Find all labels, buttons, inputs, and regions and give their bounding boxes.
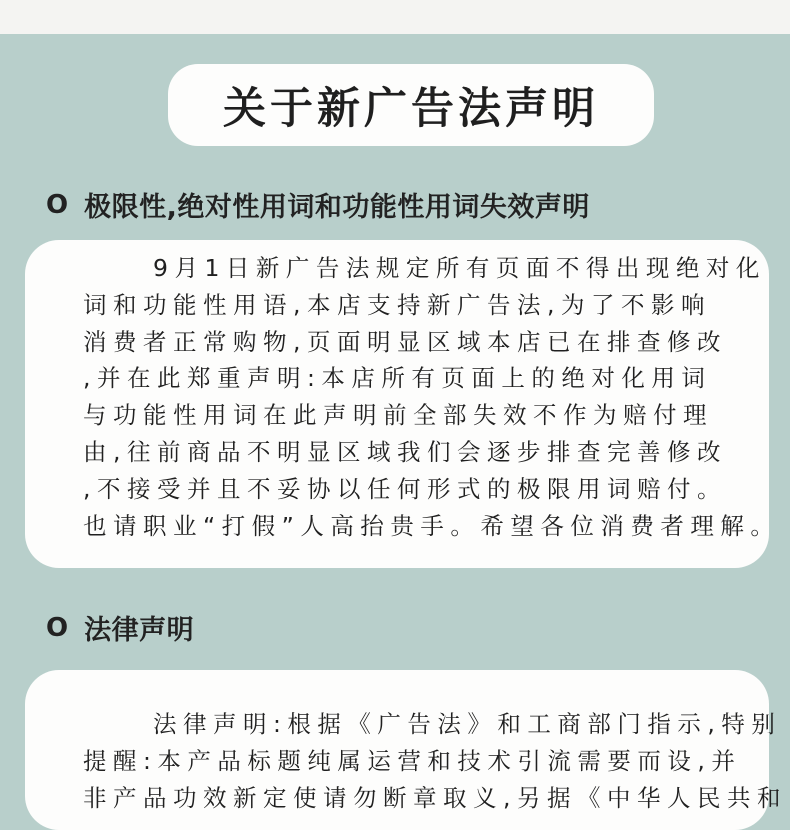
legal-paragraph [83,706,787,816]
statement-card-legal [25,670,787,830]
top-strip [0,0,790,34]
section-heading-legal [46,608,194,647]
section-heading-text: 极限性,绝对性用词和功能性用词失效声明 [84,192,590,223]
paragraph-line: 由,往前商品不明显区域我们会逐步排查完善修改 [83,437,727,466]
paragraph-line: ,并在此郑重声明:本店所有页面上的绝对化用词 [83,364,712,393]
page-title: 关于新广告法声明 [223,83,599,134]
statement-paragraph [83,250,781,544]
bullet-circle-icon: O [46,189,69,220]
paragraph-line: 也请职业“打假”人高抬贵手。希望各位消费者理解。 [83,511,781,540]
paragraph-line: 消费者正常购物,页面明显区域本店已在排查修改 [83,327,727,356]
paragraph-line: ,不接受并且不妥协以任何形式的极限用词赔付。 [83,474,727,503]
bullet-circle-icon: O [46,612,69,643]
statement-card-limit-words [25,240,781,568]
section-heading-text: 法律声明 [84,615,195,646]
paragraph-line: 词和功能性用语,本店支持新广告法,为了不影响 [83,290,711,319]
section-heading-limit-words [46,185,590,224]
paragraph-line: 非产品功效新定使请勿断章取义,另据《中华人民共和 [83,783,787,812]
paragraph-line: 提醒:本产品标题纯属运营和技术引流需要而设,并 [83,746,742,775]
title-banner [168,64,654,146]
paragraph-line: 法律声明:根据《广告法》和工商部门指示,特别 [153,710,782,738]
paragraph-line: 与功能性用词在此声明前全部失效不作为赔付理 [83,401,713,430]
paragraph-line: 9月1日新广告法规定所有页面不得出现绝对化 [153,254,766,282]
